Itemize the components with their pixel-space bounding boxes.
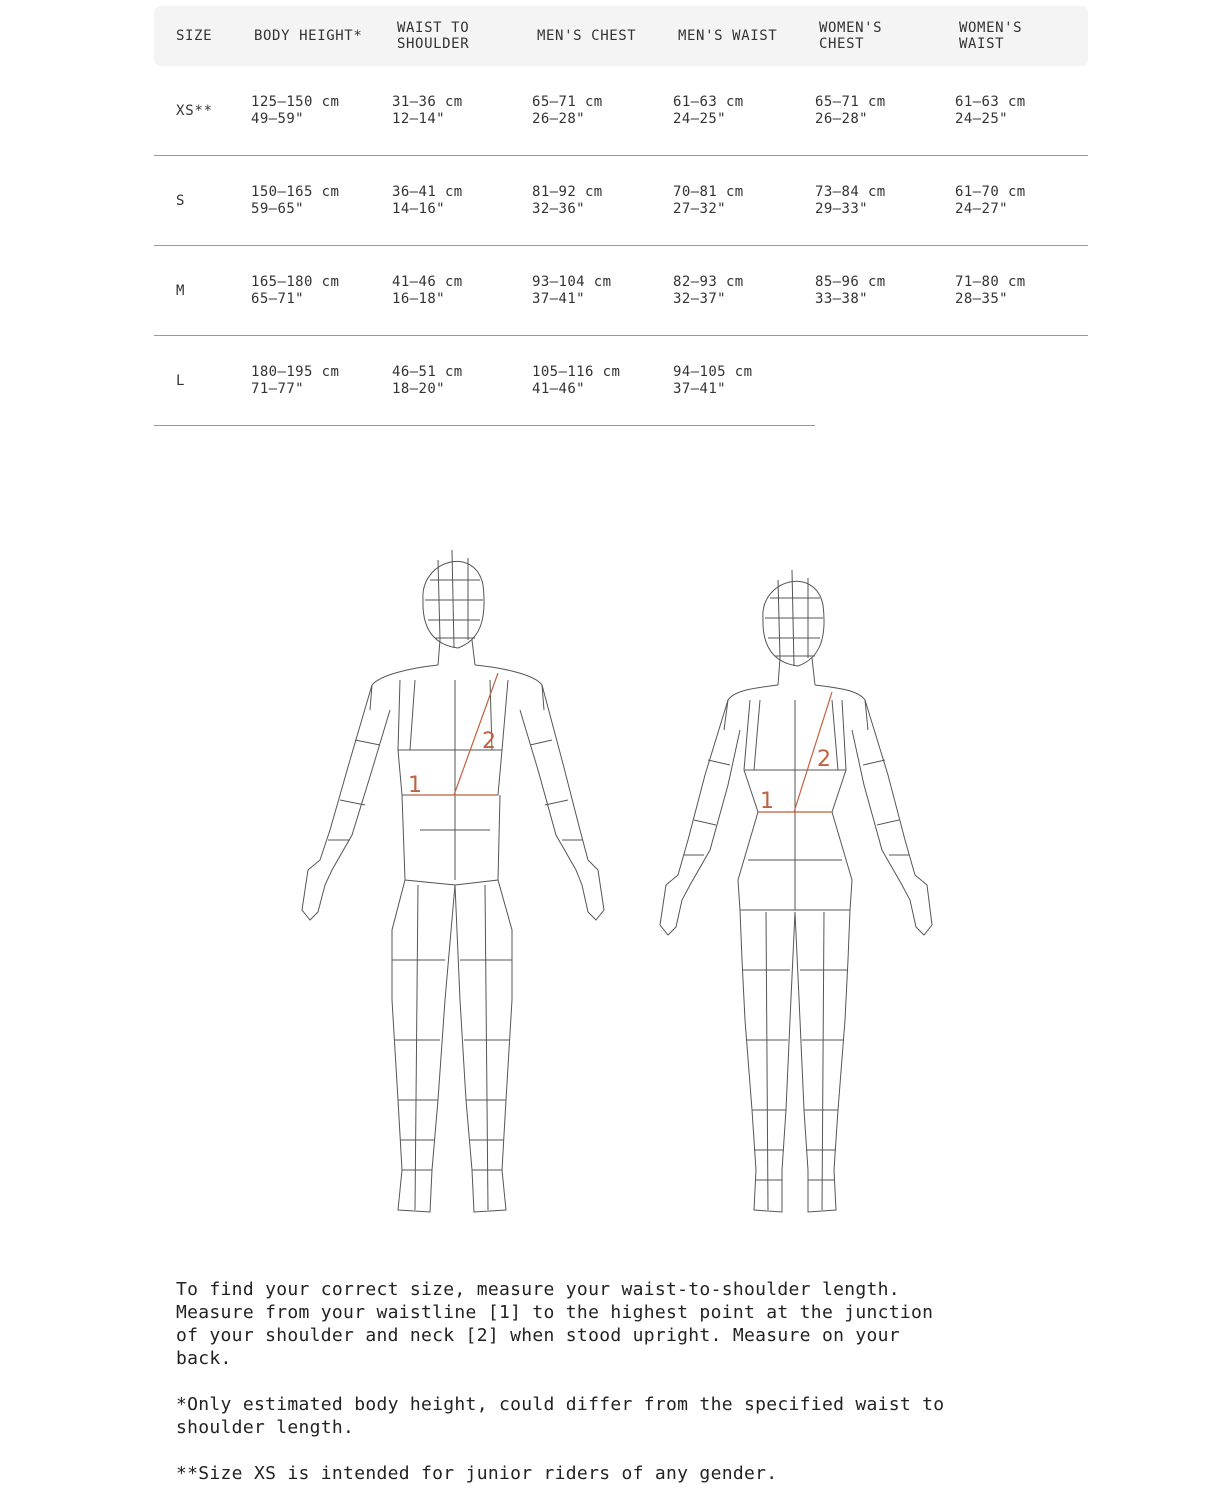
table-cell: [673, 66, 744, 156]
value-inches: 49–59": [251, 111, 304, 127]
table-cell: [392, 156, 463, 246]
table-cell: [251, 66, 339, 156]
table-row: [154, 246, 1088, 336]
value-inches: 14–16": [392, 201, 445, 217]
female-marker-1: 1: [760, 789, 774, 814]
header-mens-waist: MEN'S WAIST: [678, 28, 778, 44]
table-cell: [815, 156, 886, 246]
value-cm: 94–105 cm: [673, 364, 753, 380]
value-cm: 61–70 cm: [955, 184, 1026, 200]
table-header: [154, 6, 1088, 66]
header-waist-to-shoulder: WAIST TO SHOULDER: [397, 20, 470, 52]
value-inches: 65–71": [251, 291, 304, 307]
measurement-diagram: [280, 540, 960, 1230]
female-marker-2: 2: [817, 747, 831, 772]
value-inches: 33–38": [815, 291, 868, 307]
value-cm: 46–51 cm: [392, 364, 463, 380]
table-cell: [532, 336, 620, 426]
table-cell: [392, 246, 463, 336]
table-cell: [532, 156, 603, 246]
value-inches: 26–28": [532, 111, 585, 127]
male-mannequin: [302, 550, 604, 1212]
male-marker-2: 2: [482, 729, 496, 754]
value-inches: 59–65": [251, 201, 304, 217]
size-label: XS**: [176, 102, 213, 119]
value-inches: 28–35": [955, 291, 1008, 307]
header-womens-waist: WOMEN'S WAIST: [959, 20, 1023, 52]
mannequin-figures: [280, 540, 960, 1230]
value-cm: 71–80 cm: [955, 274, 1026, 290]
value-cm: 105–116 cm: [532, 364, 621, 380]
table-cell: [392, 336, 463, 426]
table-cell: [392, 66, 463, 156]
table-cell: [251, 336, 339, 426]
header-body-height: BODY HEIGHT*: [254, 28, 363, 44]
table-cell: [251, 156, 339, 246]
value-inches: 71–77": [251, 381, 304, 397]
value-cm: 85–96 cm: [815, 274, 886, 290]
value-inches: 16–18": [392, 291, 445, 307]
value-cm: 81–92 cm: [532, 184, 603, 200]
table-row: [154, 66, 1088, 156]
value-inches: 24–25": [673, 111, 726, 127]
table-cell: [673, 156, 744, 246]
value-inches: 29–33": [815, 201, 868, 217]
value-inches: 18–20": [392, 381, 445, 397]
header-mens-chest: MEN'S CHEST: [537, 28, 637, 44]
value-inches: 37–41": [532, 291, 585, 307]
measure-instructions: To find your correct size, measure your waist-to-shoulder length. Measure from your waistline [1] to the highest point at the junction of your shoulder and neck [2] when stood upright. Measure on your back.: [176, 1279, 934, 1369]
table-row: [154, 336, 1088, 426]
value-cm: 180–195 cm: [251, 364, 340, 380]
value-inches: 24–25": [955, 111, 1008, 127]
value-cm: 41–46 cm: [392, 274, 463, 290]
value-cm: 165–180 cm: [251, 274, 340, 290]
size-table: [154, 6, 1088, 397]
table-cell: [815, 66, 886, 156]
size-notes: [176, 1278, 956, 1508]
value-inches: 41–46": [532, 381, 585, 397]
value-cm: 31–36 cm: [392, 94, 463, 110]
size-label: S: [176, 192, 186, 209]
value-inches: 37–41": [673, 381, 726, 397]
value-cm: 65–71 cm: [815, 94, 886, 110]
table-cell: [673, 336, 752, 426]
value-cm: 36–41 cm: [392, 184, 463, 200]
value-inches: 26–28": [815, 111, 868, 127]
xs-footnote: **Size XS is intended for junior riders of any gender.: [176, 1463, 778, 1484]
table-cell: [955, 246, 1026, 336]
size-label: M: [176, 282, 186, 299]
value-inches: 12–14": [392, 111, 445, 127]
header-womens-chest: WOMEN'S CHEST: [819, 20, 883, 52]
table-cell: [815, 246, 886, 336]
value-inches: 24–27": [955, 201, 1008, 217]
value-cm: 93–104 cm: [532, 274, 612, 290]
size-label: L: [176, 372, 186, 389]
table-cell: [251, 246, 339, 336]
value-inches: 27–32": [673, 201, 726, 217]
value-inches: 32–36": [532, 201, 585, 217]
value-cm: 61–63 cm: [673, 94, 744, 110]
table-cell: [955, 156, 1026, 246]
value-cm: 65–71 cm: [532, 94, 603, 110]
value-cm: 150–165 cm: [251, 184, 340, 200]
value-cm: 125–150 cm: [251, 94, 340, 110]
value-cm: 73–84 cm: [815, 184, 886, 200]
value-inches: 32–37": [673, 291, 726, 307]
value-cm: 61–63 cm: [955, 94, 1026, 110]
table-cell: [955, 66, 1026, 156]
table-cell: [532, 246, 611, 336]
female-mannequin: [660, 570, 932, 1212]
male-marker-1: 1: [408, 773, 422, 798]
value-cm: 70–81 cm: [673, 184, 744, 200]
height-footnote: *Only estimated body height, could differ from the specified waist to shoulder length.: [176, 1394, 945, 1438]
row-divider: [154, 425, 815, 426]
table-row: [154, 156, 1088, 246]
table-cell: [532, 66, 603, 156]
header-size: SIZE: [176, 28, 213, 44]
value-cm: 82–93 cm: [673, 274, 744, 290]
table-cell: [673, 246, 744, 336]
